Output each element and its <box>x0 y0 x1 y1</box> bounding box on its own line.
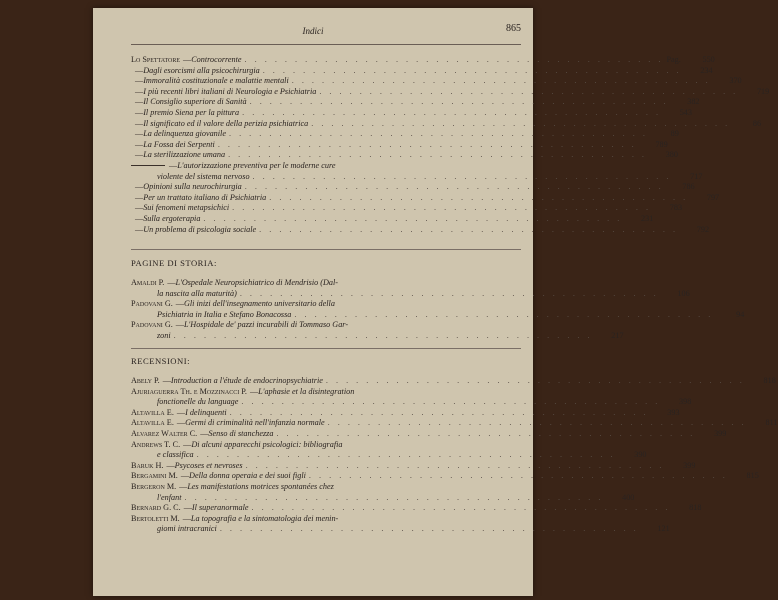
page-ref: 797 <box>706 192 720 202</box>
entry-line-cont <box>131 330 624 342</box>
header-rule <box>131 44 521 45</box>
entry-title: Immoralità costituzionale e malattie mentali <box>143 76 289 86</box>
entry-author: Alvarez Walter C. <box>131 428 198 438</box>
page-ref: 370 <box>729 76 742 86</box>
page-ref: 811 <box>765 418 778 428</box>
page-ref: 393 <box>667 407 680 417</box>
entry-author: Baruk H. <box>131 460 164 470</box>
page-ref: 234 <box>700 65 713 75</box>
entry-author: Padovani G. <box>131 320 173 330</box>
em-dash: — <box>135 107 144 117</box>
dot-leader: . . . . . . . . . . . . . . . . . . . . . . . . . . . . . . . . . . . . . . . . . . <box>249 97 669 107</box>
em-dash: — <box>182 513 191 523</box>
em-dash: — <box>175 299 184 309</box>
dot-leader: . . . . . . . . . . . . . . . . . . . . . . . . . . . . . . . . . . . . . . . . . . <box>325 376 745 385</box>
em-dash: — <box>183 439 192 449</box>
entry-author: Lo Spettatore <box>131 55 181 64</box>
dot-leader: . . . . . . . . . . . . . . . . . . . . . . . . . . . . . . . . . . . . . . . . . . <box>291 76 711 86</box>
page-ref: 792 <box>696 224 710 234</box>
page-ref: 783 <box>669 203 683 213</box>
em-dash: — <box>179 481 188 491</box>
entry-line <box>131 161 521 172</box>
index-entry <box>131 65 713 77</box>
dot-leader: . . . . . . . . . . . . . . . . . . . . . . . . . . . . . . . . . . . . . . . . . . <box>184 492 604 502</box>
index-entry <box>131 182 695 193</box>
entry-title: Sui fenomeni metapsichici <box>143 203 230 213</box>
page-ref: 217 <box>611 330 624 340</box>
index-entry <box>131 481 635 503</box>
entry-author: Andrews T. C. <box>131 439 181 449</box>
entry-title: L'autorizzazione preventiva per le moderne cure <box>177 160 336 170</box>
index-entry <box>131 160 703 182</box>
index-entry <box>131 376 776 387</box>
entry-line <box>131 118 762 130</box>
em-dash: — <box>135 182 144 192</box>
page-ref: 786 <box>682 182 695 192</box>
pag-label: Pag. <box>666 55 681 64</box>
entry-title: L'aphasie et la disintegration <box>258 386 355 396</box>
em-dash: — <box>135 65 144 75</box>
entry-title-cont: giomi intracranici <box>157 524 217 534</box>
dot-leader: . . . . . . . . . . . . . . . . . . . . . . . . . . . . . . . . . . . . . . . . . . <box>232 203 652 213</box>
em-dash: — <box>249 386 259 396</box>
em-dash: — <box>167 278 176 287</box>
page-ref: 815 <box>746 471 759 481</box>
entry-author: Bergeron M. <box>131 481 177 491</box>
em-dash: — <box>176 418 186 428</box>
page-ref: 550 <box>702 55 715 64</box>
section-divider <box>131 249 521 250</box>
entry-line <box>131 387 521 398</box>
section-heading-recensioni: RECENSIONI: <box>131 356 190 366</box>
entry-author: Altavilla E. <box>131 407 174 417</box>
page-ref: 399 <box>683 460 696 470</box>
page-ref: 231 <box>641 213 654 223</box>
entry-line-cont <box>131 288 690 300</box>
entry-title-cont: violente del sistema nervoso <box>157 171 250 181</box>
em-dash: — <box>200 428 209 438</box>
entry-line <box>131 224 710 236</box>
index-entry <box>131 224 710 236</box>
dot-leader: . . . . . . . . . . . . . . . . . . . . . . . . . . . . . . . . . . . . . . . . . . <box>245 460 665 470</box>
entry-title: Un problema di psicologia sociale <box>143 224 257 234</box>
dot-leader: . . . . . . . . . . . . . . . . . . . . . . . . . . . . . . . . . . . . . . . . . . <box>259 224 679 234</box>
entry-line <box>131 440 521 451</box>
index-entry <box>131 503 702 514</box>
entry-line <box>131 428 727 440</box>
index-entry <box>131 107 692 119</box>
section-divider <box>131 348 521 349</box>
index-entry <box>131 55 715 66</box>
index-entry <box>131 86 770 98</box>
dot-leader: . . . . . . . . . . . . . . . . . . . . . . . . . . . . . . . . . . . . . . . . . . <box>219 524 639 534</box>
entry-author: Abely P. <box>131 376 160 385</box>
page-number: 865 <box>506 23 521 34</box>
dot-leader: . . . . . . . . . . . . . . . . . . . . . . . . . . . . . . . . . . . . . . . . . . <box>276 428 696 438</box>
entry-line <box>131 65 713 77</box>
dot-leader: . . . . . . . . . . . . . . . . . . . . . . . . . . . . . . . . . . . . . . . . . . <box>173 330 593 340</box>
dot-leader: . . . . . . . . . . . . . . . . . . . . . . . . . . . . . . . . . . . . . . . . . . <box>308 471 728 481</box>
entry-line <box>131 55 715 66</box>
index-entry <box>131 76 742 87</box>
entry-line <box>131 460 696 472</box>
dot-leader: . . . . . . . . . . . . . . . . . . . . . . . . . . . . . . . . . . . . . . . . . . <box>251 503 671 513</box>
index-entry <box>131 418 778 429</box>
page-ref: 789 <box>655 139 668 149</box>
entry-author: Altavilla E. <box>131 418 174 428</box>
em-dash: — <box>175 320 184 330</box>
entry-title: Germi di criminalità nell'infanzia normale <box>185 418 325 428</box>
page-ref: 398 <box>679 397 692 407</box>
dot-leader: . . . . . . . . . . . . . . . . . . . . . . . . . . . . . . . . . . . . . . . . . . <box>319 86 739 96</box>
entry-title: Opinioni sulla neurochirurgia <box>143 182 242 192</box>
ditto-rule <box>131 165 165 166</box>
entry-line <box>131 482 521 493</box>
entry-title: Gli inizi dell'insegnamento universitario della <box>183 299 335 309</box>
entry-title: I delinquenti <box>185 407 227 417</box>
entry-title-cont: zoni <box>157 330 171 340</box>
index-entry <box>131 320 624 341</box>
page-ref: 121 <box>657 524 670 534</box>
dot-leader: . . . . . . . . . . . . . . . . . . . . . . . . . . . . . . . . . . . . . . . . . . <box>203 213 623 223</box>
index-entry <box>131 299 745 320</box>
entry-title: L'Ospedale Neuropsichiatrico di Mendrisio (Dal- <box>175 278 338 287</box>
index-entry <box>131 139 668 151</box>
em-dash: — <box>135 224 144 234</box>
em-dash: — <box>135 118 144 128</box>
entry-title: Dagli esorcismi alla psicochirurgia <box>143 65 260 75</box>
entry-line <box>131 86 770 98</box>
dot-leader: . . . . . . . . . . . . . . . . . . . . . . . . . . . . . . . . . . . . . . . . . . <box>244 182 664 192</box>
entry-line <box>131 97 700 108</box>
running-title: Indici <box>302 26 324 36</box>
dot-leader: . . . . . . . . . . . . . . . . . . . . . . . . . . . . . . . . . . . . . . . . . . <box>228 150 647 160</box>
entry-line-cont <box>131 309 745 321</box>
entry-line-cont <box>131 171 703 183</box>
page-header <box>93 24 533 38</box>
dot-leader: . . . . . . . . . . . . . . . . . . . . . . . . . . . . . . . . . . . . . . . . . . <box>311 118 731 128</box>
entry-title: La delinquenza giovanile <box>143 129 226 139</box>
entry-title: La Fossa dei Serpenti <box>143 139 215 149</box>
em-dash: — <box>135 150 144 160</box>
page-ref: 818 <box>689 503 702 513</box>
entry-line <box>131 471 759 482</box>
em-dash: — <box>180 471 190 481</box>
entry-title: Il superanormale <box>191 503 249 513</box>
entry-title: Il significato ed il valore della perizia psichiatrica <box>143 118 309 128</box>
index-entry <box>131 386 692 408</box>
entry-line-cont <box>131 492 635 504</box>
index-entry <box>131 460 696 472</box>
entry-title: I più recenti libri italiani di Neurologia e Psichiatria <box>143 86 317 96</box>
entry-line <box>131 129 679 140</box>
dot-leader: . . . . . . . . . . . . . . . . . . . . . . . . . . . . . . . . . . . . . . . . . . <box>217 139 637 149</box>
dot-leader: . . . . . . . . . . . . . . . . . . . . . . . . . . . . . . . . . . . . . . . . . . <box>327 418 747 428</box>
entry-title-cont: la nascita alla maturità) <box>157 288 237 298</box>
page-ref: 818 <box>763 376 776 385</box>
em-dash: — <box>166 460 175 470</box>
entry-line <box>131 139 668 151</box>
entry-title: Il premio Siena per la pittura <box>143 107 240 117</box>
entry-title: Di alcuni apparecchi psicologici: bibliografia <box>191 439 343 449</box>
page-ref: 399 <box>714 428 727 438</box>
entry-title-cont: l'enfant <box>157 492 182 502</box>
index-page <box>93 8 778 596</box>
dot-leader: . . . . . . . . . . . . . . . . . . . . . . . . . . . . . . . . . . . . . . . . . . <box>241 397 661 407</box>
dot-leader: . . . . . . . . . . . . . . . . . . . . . . . . . . . . . . . . . . . . . . . . . . <box>196 450 616 460</box>
entry-line <box>131 418 778 429</box>
recensioni-list <box>131 376 778 535</box>
index-entry <box>131 97 700 108</box>
page-ref: 94 <box>736 309 745 319</box>
page-ref: 380 <box>665 150 678 160</box>
entry-title-cont: fonctionelle du language <box>157 397 239 407</box>
entry-title: La sterilizzazione umana <box>143 150 226 160</box>
em-dash: — <box>135 76 144 86</box>
page-ref: 719 <box>756 86 770 96</box>
index-entry <box>131 203 683 214</box>
em-dash: — <box>135 192 144 202</box>
entry-line <box>131 320 521 331</box>
entry-line <box>131 76 742 87</box>
entry-title: Per un trattato italiano di Psichiatria <box>143 192 267 202</box>
entry-title-cont: e classifica <box>157 450 194 460</box>
page-ref: 400 <box>622 492 635 502</box>
index-entry <box>131 428 727 440</box>
section-heading-storia: PAGINE DI STORIA: <box>131 258 217 268</box>
dot-leader: . . . . . . . . . . . . . . . . . . . . . . . . . . . . . . . . . . . . . . . . . . <box>229 407 649 417</box>
dot-leader: . . . . . . . . . . . . . . . . . . . . . . . . . . . . . . . . . . . . . . . . . . <box>252 171 672 181</box>
index-entry <box>131 118 762 130</box>
storia-list <box>131 278 745 342</box>
dot-leader: . . . . . . . . . . . . . . . . . . . . . . . . . . . . . . . . . . . . . . . . . . <box>269 192 689 202</box>
page-ref: 86 <box>752 118 762 128</box>
index-entry <box>131 407 680 419</box>
em-dash: — <box>183 55 192 64</box>
em-dash: — <box>176 407 186 417</box>
entry-title: Senso di stanchezza <box>208 428 274 438</box>
page-ref: 717 <box>690 171 703 181</box>
entry-author: Bertoletti M. <box>131 513 180 523</box>
page-ref: 106 <box>677 288 690 298</box>
index-entry <box>131 129 679 140</box>
page-ref: 382 <box>687 97 700 107</box>
entry-title: Della donna operaia e dei suoi figli <box>189 471 306 481</box>
entry-title: Controcorrente <box>191 55 242 64</box>
dot-leader: . . . . . . . . . . . . . . . . . . . . . . . . . . . . . . . . . . . . . . . . . . <box>239 288 659 298</box>
page-ref: 543 <box>679 107 692 117</box>
entry-title: Il Consiglio superiore di Sanità <box>143 97 247 107</box>
spettatore-list <box>131 55 770 235</box>
entry-title: Psycoses et nevroses <box>174 460 243 470</box>
page-ref: 89 <box>670 129 679 139</box>
em-dash: — <box>135 139 144 149</box>
em-dash: — <box>135 129 144 139</box>
em-dash: — <box>135 213 144 223</box>
entry-line-cont <box>131 397 692 408</box>
entry-line <box>131 150 678 161</box>
entry-line <box>131 107 692 119</box>
entry-title: L'Hospidale de' pazzi incurabili di Tommaso Gar- <box>183 320 349 330</box>
entry-line <box>131 278 521 289</box>
entry-title: La topografia e la sintomatologia dei menin- <box>190 513 339 523</box>
entry-title: Les manifestations motrices spontanées chez <box>187 481 334 491</box>
index-entry <box>131 471 759 482</box>
index-entry <box>131 150 678 161</box>
entry-line <box>131 514 521 525</box>
entry-author: Amaldi P. <box>131 278 165 287</box>
index-entry <box>131 192 720 204</box>
dot-leader: . . . . . . . . . . . . . . . . . . . . . . . . . . . . . . . . . . . . . . . . . . <box>262 65 682 75</box>
entry-line <box>131 299 521 310</box>
entry-line <box>131 213 654 225</box>
em-dash: — <box>135 86 144 96</box>
em-dash: — <box>183 503 192 513</box>
entry-author: Bergamini M. <box>131 471 178 481</box>
entry-line <box>131 376 776 387</box>
index-entry <box>131 278 690 299</box>
em-dash: — <box>169 160 178 170</box>
index-entry <box>131 439 647 461</box>
entry-line <box>131 407 680 419</box>
entry-author: Ajuriaguerra Th. e Mozzinacci P. <box>131 386 247 396</box>
entry-title: Sulla ergoterapia <box>143 213 201 223</box>
entry-title: Introduction a l'étude de endocrinopsychiatrie <box>170 376 323 385</box>
entry-author: Bernard G. C. <box>131 503 181 513</box>
em-dash: — <box>162 376 171 385</box>
dot-leader: . . . . . . . . . . . . . . . . . . . . . . . . . . . . . . . . . . . . . . . . . . <box>228 129 648 139</box>
dot-leader: . . . . . . . . . . . . . . . . . . . . . . . . . . . . . . . . . . . . . . . . . . <box>294 309 714 319</box>
entry-author: Padovani G. <box>131 299 173 309</box>
dot-leader: . . . . . . . . . . . . . . . . . . . . . . . . . . . . . . . . . . . . . . . . . . <box>244 55 664 64</box>
entry-line <box>131 503 702 514</box>
dot-leader: . . . . . . . . . . . . . . . . . . . . . . . . . . . . . . . . . . . . . . . . . . <box>242 107 661 117</box>
em-dash: — <box>135 97 144 107</box>
entry-line-cont <box>131 524 670 535</box>
em-dash: — <box>135 203 144 213</box>
index-entry <box>131 513 670 535</box>
entry-title-cont: Psichiatria in Italia e Stefano Bonacossa <box>157 309 292 319</box>
entry-line-cont <box>131 450 647 461</box>
page-ref: 390 <box>634 450 647 460</box>
index-entry <box>131 213 654 225</box>
entry-line <box>131 203 683 214</box>
entry-line <box>131 192 720 204</box>
entry-line <box>131 182 695 193</box>
